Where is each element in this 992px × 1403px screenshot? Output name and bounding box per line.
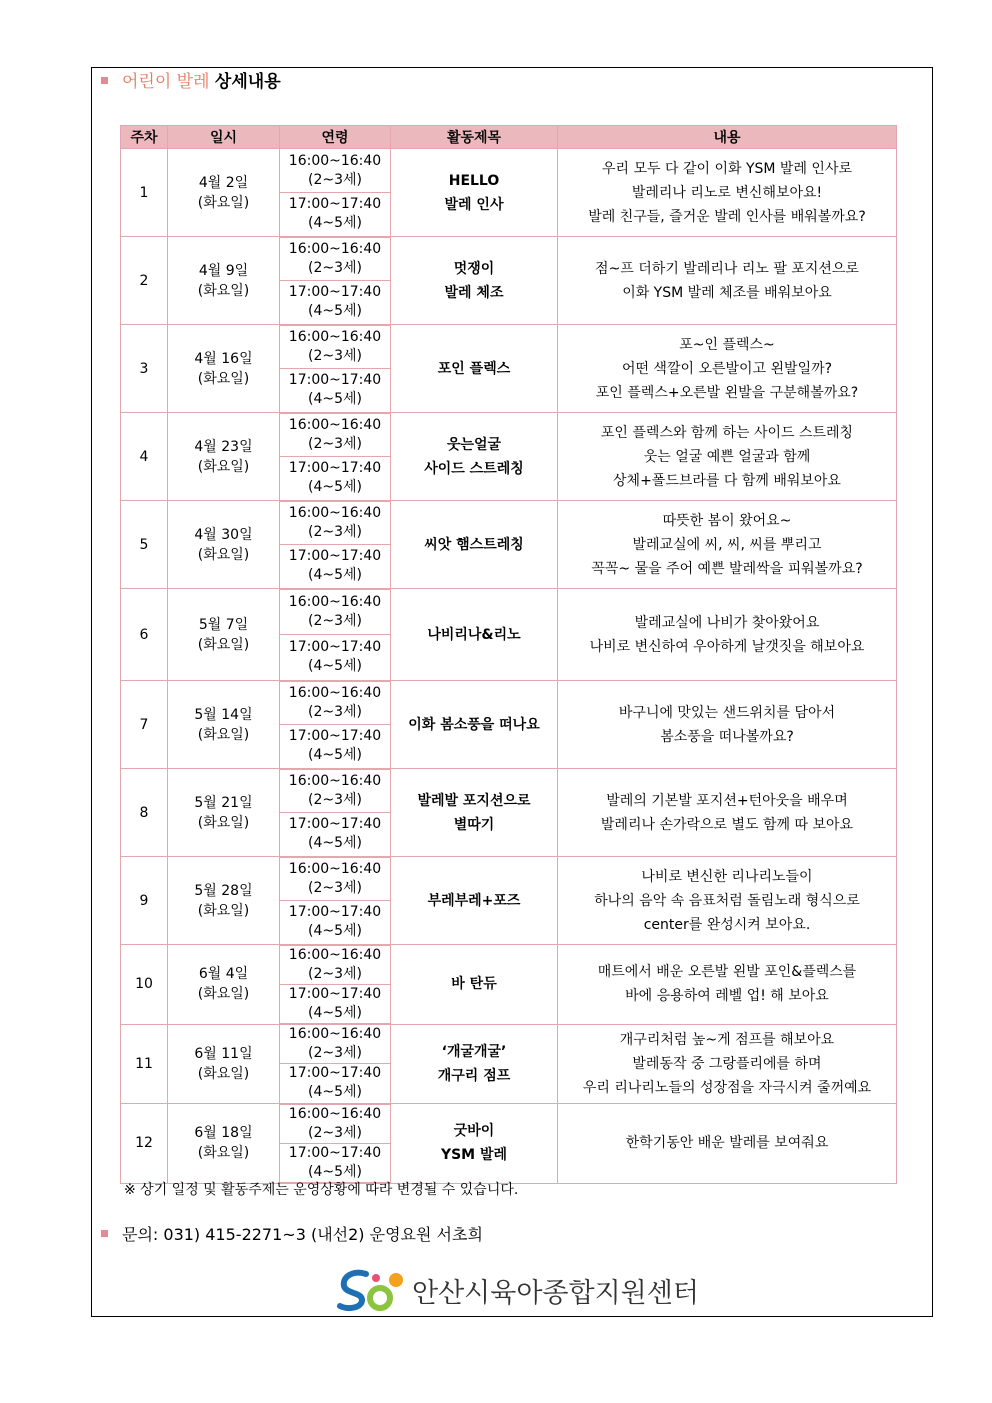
time-slot-cell xyxy=(280,545,391,589)
activity-title-line: 발레발 포지션으로 xyxy=(417,792,531,809)
age-range: (2~3세) xyxy=(308,171,362,188)
content-line: 발레교실에 씨, 씨, 씨를 뿌리고 xyxy=(632,536,822,553)
time-slot-cell xyxy=(280,501,391,545)
time-slot-cell xyxy=(280,281,391,325)
contact-text: 문의: 031) 415-2271~3 (내선2) 운영요원 서초희 xyxy=(122,1225,483,1244)
activity-title-line: 씨앗 햄스트레칭 xyxy=(424,536,524,553)
content-line: 바에 응용하여 레벨 업! 해 보아요 xyxy=(625,988,829,1005)
activity-title-line: 웃는얼굴 xyxy=(446,436,502,453)
content-cell xyxy=(558,769,897,857)
age-range: (2~3세) xyxy=(308,965,362,982)
time-range: 17:00~17:40 xyxy=(288,1065,382,1082)
content-line: 우리 모두 다 같이 이화 YSM 발레 인사로 xyxy=(601,160,852,177)
time-range: 17:00~17:40 xyxy=(288,284,382,301)
age-range: (2~3세) xyxy=(308,879,362,896)
content-cell xyxy=(558,149,897,237)
activity-title-line: 바 탄듀 xyxy=(451,976,497,993)
date-cell xyxy=(168,413,280,501)
center-logo xyxy=(336,1268,699,1312)
time-range: 16:00~16:40 xyxy=(288,152,382,169)
activity-title-line: 포인 플렉스 xyxy=(437,360,511,377)
week-cell xyxy=(121,769,168,857)
content-line: 봄소풍을 떠나볼까요? xyxy=(660,728,794,745)
time-slot-cell xyxy=(280,457,391,501)
week-number: 12 xyxy=(135,1135,153,1152)
table-row xyxy=(121,149,897,193)
week-number: 8 xyxy=(139,804,149,821)
content-line: 점~프 더하기 발레리나 리노 팔 포지션으로 xyxy=(595,260,859,277)
activity-title-line: 굿바이 xyxy=(453,1123,495,1140)
activity-title-cell xyxy=(391,589,558,681)
day-text: (화요일) xyxy=(197,194,250,211)
content-line: 웃는 얼굴 예쁜 얼굴과 함께 xyxy=(643,448,811,465)
day-text: (화요일) xyxy=(197,546,250,563)
activity-title-cell xyxy=(391,413,558,501)
content-cell xyxy=(558,681,897,769)
column-header: 주차 xyxy=(121,126,168,149)
week-cell xyxy=(121,501,168,589)
table-row xyxy=(121,237,897,281)
day-text: (화요일) xyxy=(197,902,250,919)
content-line: 상체+폴드브라를 다 함께 배워보아요 xyxy=(613,472,841,489)
schedule-note: ※ 상기 일정 및 활동주제는 운영상황에 따라 변경될 수 있습니다. xyxy=(124,1182,519,1198)
time-slot-cell xyxy=(280,369,391,413)
date-text: 4월 16일 xyxy=(194,350,253,367)
activity-title-cell xyxy=(391,149,558,237)
day-text: (화요일) xyxy=(197,814,250,831)
time-slot-cell xyxy=(280,813,391,857)
time-slot-cell xyxy=(280,901,391,945)
time-slot-cell xyxy=(280,769,391,813)
time-range: 16:00~16:40 xyxy=(288,1105,382,1122)
age-range: (4~5세) xyxy=(308,835,362,852)
bullet-icon xyxy=(101,1230,108,1237)
day-text: (화요일) xyxy=(197,726,250,743)
week-cell xyxy=(121,325,168,413)
week-number: 5 xyxy=(139,536,149,553)
content-line: 어떤 색깔이 오른발이고 왼발일까? xyxy=(621,360,833,377)
content-line: center를 완성시켜 보아요. xyxy=(643,916,811,933)
content-line: 발레리나 손가락으로 별도 함께 따 보아요 xyxy=(600,816,854,833)
activity-title-line: 개구리 점프 xyxy=(437,1067,511,1084)
table-header-row xyxy=(121,126,897,149)
date-text: 5월 7일 xyxy=(198,616,249,633)
column-header: 연령 xyxy=(280,126,391,149)
date-text: 4월 23일 xyxy=(194,438,253,455)
week-cell xyxy=(121,681,168,769)
table-row xyxy=(121,325,897,369)
content-line: 개구리처럼 높~게 점프를 해보아요 xyxy=(619,1031,835,1048)
time-slot-cell xyxy=(280,1104,391,1144)
age-range: (4~5세) xyxy=(308,1163,362,1180)
time-range: 16:00~16:40 xyxy=(288,946,382,963)
content-cell xyxy=(558,945,897,1025)
week-number: 4 xyxy=(139,448,149,465)
time-range: 17:00~17:40 xyxy=(288,196,382,213)
activity-title-line: 사이드 스트레칭 xyxy=(424,460,524,477)
time-range: 16:00~16:40 xyxy=(288,1026,382,1042)
time-range: 17:00~17:40 xyxy=(288,1144,382,1161)
week-number: 6 xyxy=(139,626,149,643)
date-cell xyxy=(168,501,280,589)
activity-title-line: 발레 인사 xyxy=(444,196,504,213)
age-range: (4~5세) xyxy=(308,923,362,940)
time-slot-cell xyxy=(280,1024,391,1064)
schedule-body xyxy=(121,149,897,1184)
table-row xyxy=(121,501,897,545)
content-line: 하나의 음악 속 음표처럼 돌림노래 형식으로 xyxy=(594,892,860,909)
time-range: 17:00~17:40 xyxy=(288,460,382,477)
table-row xyxy=(121,589,897,635)
column-header: 일시 xyxy=(168,126,280,149)
schedule-table xyxy=(120,125,897,1184)
logo-text: 안산시육아종합지원센터 xyxy=(412,1277,699,1309)
time-range: 16:00~16:40 xyxy=(288,772,382,789)
activity-title-line: 멋쟁이 xyxy=(453,260,495,277)
activity-title-line: 나비리나&리노 xyxy=(427,626,521,643)
time-range: 17:00~17:40 xyxy=(288,372,382,389)
content-line: 발레교실에 나비가 찾아왔어요 xyxy=(634,614,820,631)
content-line: 발레동작 중 그랑플리에를 하며 xyxy=(632,1055,822,1072)
week-cell xyxy=(121,1104,168,1184)
content-line: 발레의 기본발 포지션+턴아웃을 배우며 xyxy=(606,792,848,809)
week-cell xyxy=(121,1024,168,1104)
time-range: 17:00~17:40 xyxy=(288,728,382,745)
day-text: (화요일) xyxy=(197,458,250,475)
table-row xyxy=(121,1104,897,1144)
table-row xyxy=(121,681,897,725)
column-header: 활동제목 xyxy=(391,126,558,149)
content-line: 따뜻한 봄이 왔어요~ xyxy=(662,512,792,529)
content-line: 우리 리나리노들의 성장점을 자극시켜 줄꺼예요 xyxy=(582,1079,872,1096)
date-cell xyxy=(168,945,280,1025)
time-slot-cell xyxy=(280,589,391,635)
age-range: (4~5세) xyxy=(308,391,362,408)
age-range: (4~5세) xyxy=(308,303,362,320)
time-range: 17:00~17:40 xyxy=(288,548,382,565)
time-range: 17:00~17:40 xyxy=(288,639,382,656)
table-row xyxy=(121,857,897,901)
date-cell xyxy=(168,149,280,237)
time-range: 16:00~16:40 xyxy=(288,504,382,521)
week-cell xyxy=(121,237,168,325)
age-range: (4~5세) xyxy=(308,747,362,764)
activity-title-cell xyxy=(391,681,558,769)
date-cell xyxy=(168,769,280,857)
age-range: (4~5세) xyxy=(308,567,362,584)
date-text: 5월 14일 xyxy=(194,706,253,723)
day-text: (화요일) xyxy=(197,1065,250,1082)
time-slot-cell xyxy=(280,1064,391,1104)
table-row xyxy=(121,413,897,457)
week-number: 2 xyxy=(139,272,149,289)
content-line: 나비로 변신하여 우아하게 날갯짓을 해보아요 xyxy=(589,638,865,655)
age-range: (2~3세) xyxy=(308,347,362,364)
date-cell xyxy=(168,325,280,413)
date-text: 5월 21일 xyxy=(194,794,253,811)
time-slot-cell xyxy=(280,237,391,281)
time-slot-cell xyxy=(280,193,391,237)
contact-info xyxy=(101,1223,483,1247)
content-cell xyxy=(558,857,897,945)
activity-title-cell xyxy=(391,501,558,589)
heading-subtitle: 상세내용 xyxy=(214,72,281,92)
age-range: (4~5세) xyxy=(308,1004,362,1021)
age-range: (2~3세) xyxy=(308,523,362,540)
age-range: (2~3세) xyxy=(308,1045,362,1061)
content-line: 나비로 변신한 리나리노들이 xyxy=(641,868,813,885)
week-number: 1 xyxy=(139,184,149,201)
day-text: (화요일) xyxy=(197,370,250,387)
time-range: 16:00~16:40 xyxy=(288,328,382,345)
content-cell xyxy=(558,501,897,589)
age-range: (4~5세) xyxy=(308,658,362,675)
date-cell xyxy=(168,589,280,681)
day-text: (화요일) xyxy=(197,636,250,653)
content-line: 포인 플렉스+오른발 왼발을 구분해볼까요? xyxy=(595,384,859,401)
date-cell xyxy=(168,237,280,325)
content-line: 포~인 플렉스~ xyxy=(679,336,775,353)
age-range: (2~3세) xyxy=(308,1124,362,1141)
day-text: (화요일) xyxy=(197,1145,250,1162)
center-logo-icon xyxy=(336,1268,406,1312)
table-row xyxy=(121,769,897,813)
content-cell xyxy=(558,237,897,325)
week-cell xyxy=(121,945,168,1025)
week-cell xyxy=(121,149,168,237)
age-range: (2~3세) xyxy=(308,259,362,276)
date-cell xyxy=(168,1024,280,1104)
week-number: 11 xyxy=(135,1055,153,1072)
table-row xyxy=(121,945,897,985)
content-line: 매트에서 배운 오른발 왼발 포인&플렉스를 xyxy=(597,964,857,981)
activity-title-cell xyxy=(391,237,558,325)
content-cell xyxy=(558,1024,897,1104)
age-range: (4~5세) xyxy=(308,1084,362,1101)
week-number: 10 xyxy=(135,976,153,993)
activity-title-cell xyxy=(391,1104,558,1184)
day-text: (화요일) xyxy=(197,986,250,1003)
time-range: 17:00~17:40 xyxy=(288,904,382,921)
date-cell xyxy=(168,1104,280,1184)
content-line: 이화 YSM 발레 체조를 배워보아요 xyxy=(622,284,832,301)
activity-title-cell xyxy=(391,945,558,1025)
date-cell xyxy=(168,681,280,769)
date-text: 4월 30일 xyxy=(194,526,253,543)
age-range: (2~3세) xyxy=(308,791,362,808)
age-range: (2~3세) xyxy=(308,435,362,452)
content-line: 꼭꼭~ 물을 주어 예쁜 발레싹을 피워볼까요? xyxy=(591,560,863,577)
time-slot-cell xyxy=(280,413,391,457)
time-range: 16:00~16:40 xyxy=(288,593,382,610)
activity-title-cell xyxy=(391,325,558,413)
activity-title-line: 별따기 xyxy=(453,816,495,833)
date-cell xyxy=(168,857,280,945)
activity-title-line: 부레부레+포즈 xyxy=(427,892,521,909)
week-number: 3 xyxy=(139,360,149,377)
time-range: 17:00~17:40 xyxy=(288,816,382,833)
date-text: 6월 18일 xyxy=(194,1125,253,1142)
week-number: 9 xyxy=(139,892,149,909)
week-number: 7 xyxy=(139,716,149,733)
heading-title: 어린이 발레 xyxy=(122,72,210,92)
content-line: 한학기동안 배운 발레를 보여줘요 xyxy=(625,1135,829,1152)
time-range: 17:00~17:40 xyxy=(288,985,382,1002)
time-slot-cell xyxy=(280,945,391,985)
time-range: 16:00~16:40 xyxy=(288,240,382,257)
content-line: 발레리나 리노로 변신해보아요! xyxy=(631,184,823,201)
content-cell xyxy=(558,1104,897,1184)
age-range: (4~5세) xyxy=(308,479,362,496)
content-line: 바구니에 맛있는 샌드위치를 담아서 xyxy=(618,704,836,721)
activity-title-line: 이화 봄소풍을 떠나요 xyxy=(408,716,540,733)
content-cell xyxy=(558,325,897,413)
time-slot-cell xyxy=(280,725,391,769)
time-slot-cell xyxy=(280,857,391,901)
content-line: 포인 플렉스와 함께 하는 사이드 스트레칭 xyxy=(600,424,854,441)
age-range: (2~3세) xyxy=(308,612,362,629)
date-text: 4월 2일 xyxy=(198,174,249,191)
activity-title-cell xyxy=(391,857,558,945)
date-text: 6월 11일 xyxy=(194,1045,253,1062)
content-cell xyxy=(558,589,897,681)
section-heading xyxy=(101,70,281,94)
activity-title-line: HELLO xyxy=(448,172,500,189)
time-slot-cell xyxy=(280,149,391,193)
date-text: 6월 4일 xyxy=(198,966,249,983)
week-cell xyxy=(121,589,168,681)
time-range: 16:00~16:40 xyxy=(288,416,382,433)
day-text: (화요일) xyxy=(197,282,250,299)
week-cell xyxy=(121,857,168,945)
activity-title-cell xyxy=(391,769,558,857)
bullet-icon xyxy=(101,77,108,84)
time-slot-cell xyxy=(280,635,391,681)
activity-title-line: YSM 발레 xyxy=(440,1147,508,1164)
activity-title-cell xyxy=(391,1024,558,1104)
time-slot-cell xyxy=(280,325,391,369)
time-slot-cell xyxy=(280,984,391,1024)
week-cell xyxy=(121,413,168,501)
time-slot-cell xyxy=(280,681,391,725)
activity-title-line: 발레 체조 xyxy=(444,284,504,301)
date-text: 4월 9일 xyxy=(198,262,249,279)
activity-title-line: ‘개굴개굴’ xyxy=(441,1043,507,1060)
column-header: 내용 xyxy=(558,126,897,149)
content-cell xyxy=(558,413,897,501)
content-line: 발레 친구들, 즐거운 발레 인사를 배워볼까요? xyxy=(588,208,866,225)
time-range: 16:00~16:40 xyxy=(288,684,382,701)
date-text: 5월 28일 xyxy=(194,882,253,899)
time-slot-cell xyxy=(280,1143,391,1183)
age-range: (4~5세) xyxy=(308,215,362,232)
age-range: (2~3세) xyxy=(308,703,362,720)
time-range: 16:00~16:40 xyxy=(288,860,382,877)
table-row xyxy=(121,1024,897,1064)
